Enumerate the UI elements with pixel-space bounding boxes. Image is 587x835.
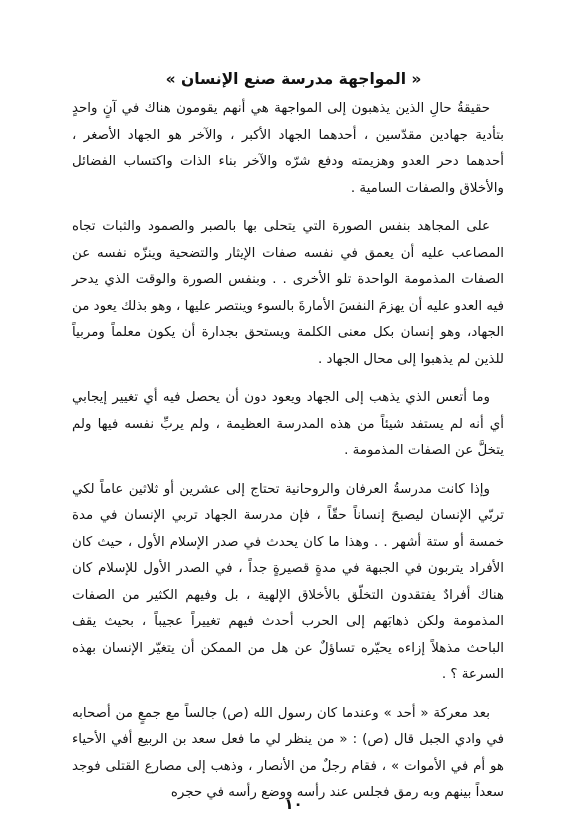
paragraph-5: بعد معركة « أحد » وعندما كان رسول الله (ص) جالساً مع جمعٍ من أصحابه في وادي الجبل قال (ص) : « من ينظر لي ما فعل سعد بن الربيع أفي الأحياء هو أم في الأموات » ، فقام رجلٌ من الأنصار ، وذهب إلى مصارع القتلى فوجد سعداً بينهم وبه رمق فجلس عند رأسه ووضع رأسه في حجره [72,705,504,800]
paragraph-4: وإذا كانت مدرسةُ العرفان والروحانية تحتاج إلى عشرين أو ثلاثين عاماً لكي تربّي الإنسان ليصبحَ إنساناً حقّاً ، فإن مدرسة الجهاد تربي الإنسان في مدة خمسة أو ستة أشهر . . وهذا ما كان يحدث في صدر الإسلام الأول ، حيث كان الأفراد يتربون في الجبهة في مدةٍ قصيرةٍ جداً ، في الصدر الأول للإسلام كان هناك أفرادٌ يفتقدون التخلّق بالأخلاق الإلهية ، بل وفيهم الكثير من الصفات المذمومة ولكن ذهابَهم إلى الحرب أحدث فيهم تغييراً عجيباً ، بحيث يقف الباحث مذهلاً إزاءه يحيّره تساؤلٌ عن هل من الممكن أن يتغيّر الإنسان بهذه السرعة ؟ . [72,481,504,682]
page-title: « المواجهة مدرسة صنع الإنسان » [165,70,422,88]
paragraph-3: وما أتعس الذي يذهب إلى الجهاد ويعود دون أن يحصل فيه أي تغيير إيجابي أي أنه لم يستفد شيئاً من هذه المدرسة العظيمة ، ولم يربِّ نفسه فيها ولم يتخلَّ عن الصفات المذمومة . [72,390,504,458]
page-number: ١٠ [284,795,303,813]
paragraph-2: على المجاهد بنفس الصورة التي يتحلى بها بالصبر والصمود والثبات تجاه المصاعب عليه أن يعمق في نفسه صفات الإيثار والتضحية وينزّه نفسه عن الصفات المذمومة الواحدة تلو الأخرى . . وبنفس الصورة والوقت الذي يدحر فيه العدو عليه أن يهزمَ النفسَ الأمارةَ بالسوء وينتصر عليها ، وهو بذلك يعود من الجهاد، وهو إنسان بكل معنى الكلمة ويستحق بجدارة أن يكون معلماً ومربياً للذين لم يذهبوا إلى محال الجهاد . [72,219,504,367]
body-text [72,96,504,819]
paragraph-1: حقيقةُ حالِ الذين يذهبون إلى المواجهة هي أنهم يقومون هناك في آنٍ واحدٍ بتأدية جهادين مقدّسين ، أحدهما الجهاد الأكبر ، والآخر هو الجهاد الأصغر ، أحدهما دحر العدو وهزيمته ودفع شرّه والآخر بناء الذات واكتساب الفضائل والأخلاق والصفات السامية . [72,101,504,196]
